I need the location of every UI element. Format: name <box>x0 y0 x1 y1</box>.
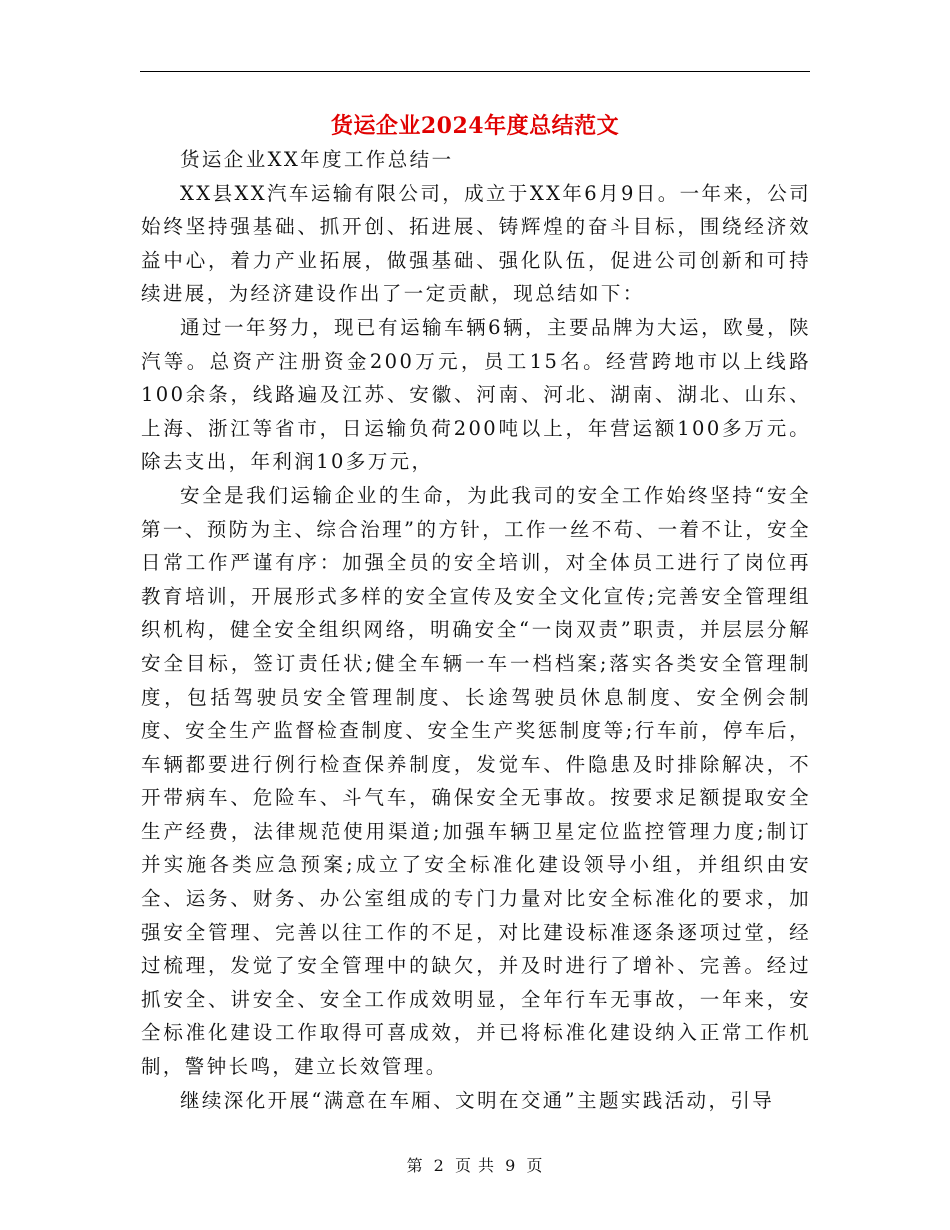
paragraph-safety: 安全是我们运输企业的生命，为此我司的安全工作始终坚持“安全第一、预防为主、综合治理”的方针，工作一丝不苟、一着不让，安全日常工作严谨有序：加强全员的安全培训，对全体员工进行了岗位再教育培训，开展形式多样的安全宣传及安全文化宣传;完善安全管理组织机构，健全安全组织网络，明确安全“一岗双责”职责，并层层分解安全目标，签订责任状;健全车辆一车一档档案;落实各类安全管理制度，包括驾驶员安全管理制度、长途驾驶员休息制度、安全例会制度、安全生产监督检查制度、安全生产奖惩制度等;行车前，停车后，车辆都要进行例行检查保养制度，发觉车、件隐患及时排除解决，不开带病车、危险车、斗气车，确保安全无事故。按要求足额提取安全生产经费，法律规范使用渠道;加强车辆卫星定位监控管理力度;制订并实施各类应急预案;成立了安全标准化建设领导小组，并组织由安全、运务、财务、办公室组成的专门力量对比安全标准化的要求，加强安全管理、完善以往工作的不足，对比建设标准逐条逐项过堂，经过梳理，发觉了安全管理中的缺欠，并及时进行了增补、完善。经过抓安全、讲安全、安全工作成效明显，全年行车无事故，一年来，安全标准化建设工作取得可喜成效，并已将标准化建设纳入正常工作机制，警钟长鸣，建立长效管理。 <box>141 483 811 1079</box>
footer-current-page: 2 <box>433 1156 445 1175</box>
document-body <box>141 143 811 1117</box>
paragraph-operations: 通过一年努力，现已有运输车辆6辆，主要品牌为大运，欧曼，陕汽等。总资产注册资金200万元，员工15名。经营跨地市以上线路100余条，线路遍及江苏、安徽、河南、河北、湖南、湖北、山东、上海、浙江等省市，日运输负荷200吨以上，年营运额100多万元。除去支出，年利润10多万元， <box>141 315 811 474</box>
footer-prefix: 第 <box>406 1156 424 1175</box>
paragraph-company-intro: XX县XX汽车运输有限公司，成立于XX年6月9日。一年来，公司始终坚持强基础、抓开创、拓进展、铸辉煌的奋斗目标，围绕经济效益中心，着力产业拓展，做强基础、强化队伍，促进公司创新和可持续进展，为经济建设作出了一定贡献，现总结如下： <box>141 181 812 306</box>
footer-mid: 页 共 <box>454 1156 496 1175</box>
footer-total-pages: 9 <box>505 1156 517 1175</box>
page-footer <box>0 1153 950 1176</box>
header-rule <box>140 71 810 72</box>
document-title: 货运企业2024年度总结范文 <box>330 113 620 139</box>
paragraph-heading: 货运企业XX年度工作总结一 <box>180 148 454 171</box>
footer-suffix: 页 <box>526 1156 544 1175</box>
paragraph-activities: 继续深化开展“满意在车厢、文明在交通”主题实践活动，引导 <box>180 1088 775 1112</box>
